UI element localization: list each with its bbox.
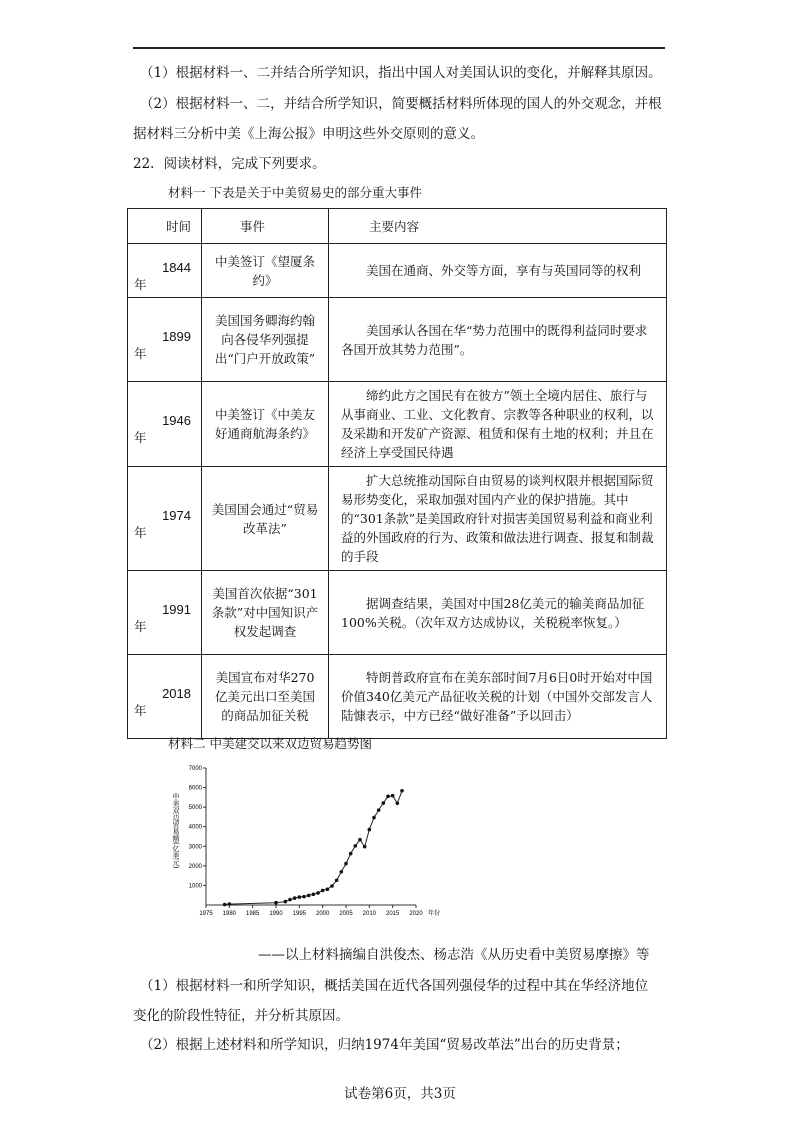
content-cell: 缔约此方之国民有在彼方”领土全境内居住、旅行与从事商业、工业、文化教育、宗教等各种职业的权利，以及采勘和开发矿产资源、租赁和保有土地的权利；并且在经济上享受国民待遇 [329,382,667,467]
year-value: 1844 [162,259,191,275]
data-point [372,816,376,820]
table-row [128,382,667,467]
data-point [330,884,334,888]
table-row [128,655,667,739]
data-point [391,794,395,798]
y-tick-label: 6000 [188,785,202,792]
year-value: 2018 [162,685,191,701]
year-cell [128,571,202,655]
header-time: 时间 [128,209,202,244]
question-22-heading: 22．阅读材料，完成下列要求。 [133,156,326,172]
source-citation: ——以上材料摘编自洪俊杰、杨志浩《从历史看中美贸易摩擦》等 [258,947,650,963]
question-22-2-text: （2）根据上述材料和所学知识，归纳1974年美国“贸易改革法”出台的历史背景； [140,1037,629,1053]
year-suffix: 年 [134,276,147,292]
x-tick-label: 2005 [339,911,353,917]
chart-marks [223,789,404,906]
chart-axes [172,766,441,917]
data-point [358,838,362,842]
question-22-1-line-1: （1）根据材料一和所学知识，概括美国在近代各国列强侵华的过程中其在华经济地位 [140,978,649,994]
data-point [344,862,348,866]
data-point [396,802,400,806]
data-point [228,902,232,906]
data-point [293,896,297,900]
x-tick-label: 1985 [245,911,260,917]
event-cell: 美国宣布对华270亿美元出口至美国的商品加征关税 [202,655,329,739]
data-point [368,828,372,832]
data-point [340,870,344,874]
x-tick-label: 2015 [385,911,400,917]
event-cell: 中美签订《望厦条约》 [202,244,329,298]
event-cell: 美国国务卿海约翰向各侵华列强提出“门户开放政策” [202,298,329,382]
y-tick-label: 1000 [188,883,202,890]
data-point [316,891,320,895]
year-cell [128,655,202,739]
y-axis-label: 中美双边贸易额(亿美元) [172,793,180,869]
page-footer: 试卷第6页，共3页 [344,1086,456,1102]
year-value: 1974 [162,507,191,523]
data-point [354,844,358,848]
data-point [302,895,306,899]
data-point [363,845,367,849]
x-tick-label: 2000 [315,911,330,917]
x-tick-label: 1990 [269,911,283,917]
table-row [128,467,667,571]
data-point [349,852,353,856]
material-1-title: 材料一 下表是关于中美贸易史的部分重大事件 [168,185,422,200]
table-row [128,571,667,655]
data-point [400,789,404,793]
year-value: 1946 [162,413,191,428]
question-2-line-2: 据材料三分析中美《上海公报》申明这些外交原则的意义。 [133,126,484,142]
header-event: 事件 [202,209,329,244]
data-point [377,808,381,812]
year-cell [128,298,202,382]
table-row [128,244,667,298]
question-2-line-1: （2）根据材料一、二，并结合所学知识，简要概括材料所体现的国人的外交观念，并根 [140,96,662,112]
data-point [382,801,386,805]
data-point [307,894,311,898]
year-suffix: 年 [134,430,147,445]
year-suffix: 年 [134,618,147,634]
trade-trend-chart [168,760,468,920]
trade-events-table [127,208,667,739]
y-tick-label: 5000 [188,805,202,812]
material-2-title: 材料二 中美建交以来双边贸易趋势图 [168,736,372,751]
question-1-text: （1）根据材料一、二并结合所学知识，指出中国人对美国认识的变化，并解释其原因。 [140,65,662,81]
data-point [312,892,316,896]
data-point [386,795,390,799]
year-cell [128,382,202,467]
event-cell: 中美签订《中美友好通商航海条约》 [202,382,329,467]
year-cell [128,467,202,571]
table-row [128,298,667,382]
data-point [298,895,302,899]
data-point [288,898,292,902]
y-tick-label: 4000 [188,824,202,831]
x-tick-label: 1995 [292,911,307,917]
data-point [223,903,227,907]
data-point [284,900,288,904]
x-tick-label: 2010 [362,911,377,917]
y-tick-label: 2000 [188,863,202,870]
content-cell: 据调查结果，美国对中国28亿美元的输美商品加征100%关税。（次年双方达成协议，关税税率恢复。） [329,571,667,655]
data-point [321,889,325,893]
data-point [326,887,330,891]
content-cell: 特朗普政府宣布在美东部时间7月6日0时开始对中国价值340亿美元产品征收关税的计划（中国外交部发言人陆慷表示，中方已经“做好准备”予以回击） [329,655,667,739]
year-suffix: 年 [134,524,147,540]
event-cell: 美国国会通过“贸易改革法” [202,467,329,571]
year-cell [128,244,202,298]
event-cell: 美国首次依据“301条款”对中国知识产权发起调查 [202,571,329,655]
question-22-1-line-2: 变化的阶段性特征，并分析其原因。 [133,1008,349,1024]
content-cell: 扩大总统推动国际自由贸易的谈判权限并根据国际贸易形势变化，采取加强对国内产业的保护措施。其中的“301条款”是美国政府针对损害美国贸易利益和商业利益的外国政府的行为、政策和做法进行调查、报复和制裁的手段 [329,467,667,571]
year-suffix: 年 [134,345,147,361]
year-value: 1899 [162,328,191,344]
x-tick-label: 2020 [409,911,423,917]
data-point [274,901,278,905]
x-tick-label: 1975 [199,911,213,917]
top-rule [133,47,665,49]
content-cell: 美国承认各国在华“势力范围中的既得利益同时要求各国开放其势力范围”。 [329,298,667,382]
trade-volume-line [225,791,402,905]
year-suffix: 年 [134,702,147,718]
year-value: 1991 [162,601,191,617]
table-header-row [128,209,667,244]
x-tick-label: 1980 [222,911,237,917]
data-point [335,878,339,882]
content-cell: 美国在通商、外交等方面，享有与英国同等的权利 [329,244,667,298]
y-tick-label: 7000 [188,766,202,772]
x-axis-label: 年份 [428,911,441,917]
y-tick-label: 3000 [188,844,202,851]
header-content: 主要内容 [329,209,667,244]
